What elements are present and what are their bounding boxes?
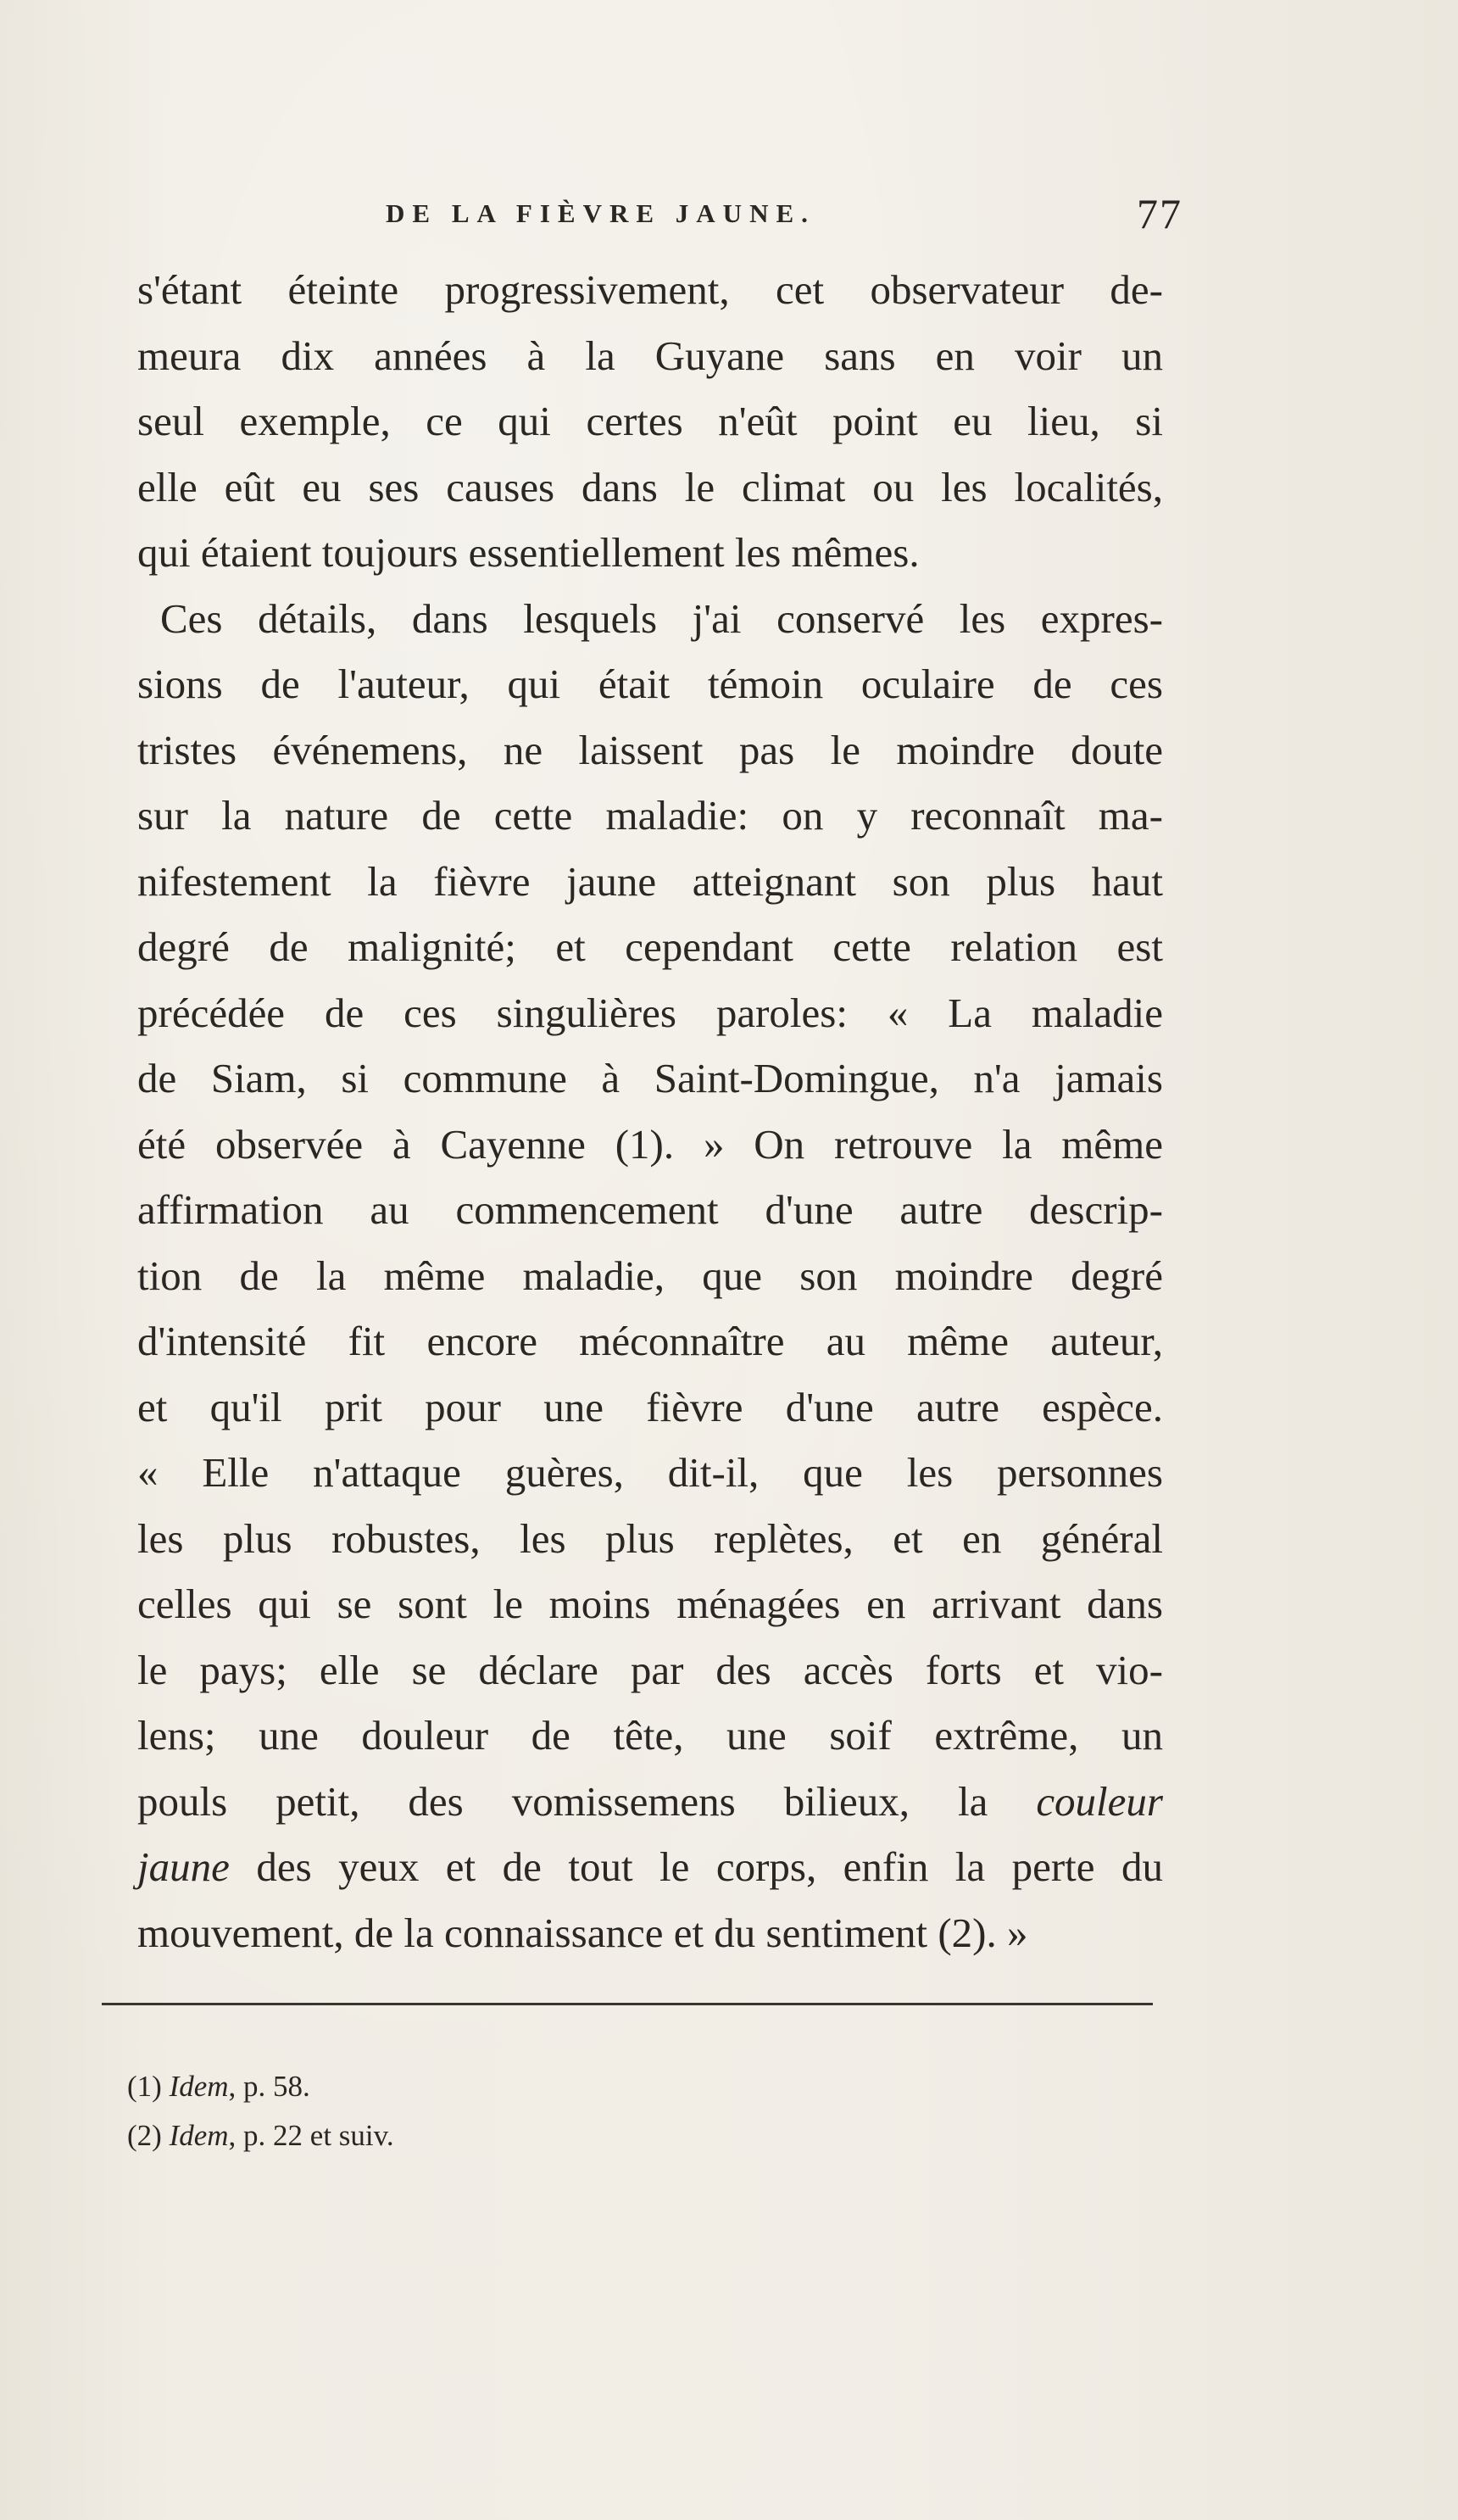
text-line: qui étaient toujours essentiellement les mêmes. — [137, 529, 920, 576]
text-line: Ces détails, dans lesquels j'ai conservé les expres- — [160, 594, 1163, 642]
text-line: de Siam, si commune à Saint-Domingue, n'a jamais — [137, 1055, 1163, 1101]
text-line: sur la nature de cette maladie: on y reconnaît ma- — [137, 792, 1163, 839]
footnote — [127, 2111, 805, 2160]
text-line: le pays; elle se déclare par des accès forts et vio- — [137, 1646, 1163, 1693]
italic-term: jaune — [137, 1843, 230, 1890]
text-line: et qu'il prit pour une fièvre d'une autre espèce. — [137, 1383, 1163, 1430]
text-line: affirmation au commencement d'une autre descrip- — [137, 1186, 1163, 1233]
text-line: s'étant éteinte progressivement, cet observateur de- — [137, 266, 1163, 313]
footnote-divider — [102, 2003, 1153, 2005]
text-line: degré de malignité; et cependant cette relation est — [137, 923, 1163, 970]
footnote — [127, 2062, 805, 2111]
text-line: elle eût eu ses causes dans le climat ou les localités, — [137, 463, 1163, 510]
text-line: lens; une douleur de tête, une soif extrême, un — [137, 1712, 1163, 1759]
text-line: celles qui se sont le moins ménagées en arrivant dans — [137, 1581, 1163, 1627]
footnote-source: Idem — [169, 2070, 229, 2103]
footnote-text: , p. 58. — [228, 2070, 310, 2103]
text-line: d'intensité fit encore méconnaître au même auteur, — [137, 1318, 1163, 1364]
running-title: DE LA FIÈVRE JAUNE. — [386, 198, 815, 228]
text-line: mouvement, de la connaissance et du sentiment (2). » — [137, 1909, 1028, 1956]
text-line: tristes événemens, ne laissent pas le moindre doute — [137, 726, 1163, 773]
page-number: 77 — [1137, 190, 1183, 237]
text-line: seul exemple, ce qui certes n'eût point eu lieu, si — [137, 398, 1163, 444]
text-line: « Elle n'attaque guères, dit-il, que les personnes — [137, 1449, 1163, 1496]
text-line: sions de l'auteur, qui était témoin oculaire de ces — [137, 661, 1163, 707]
body-text — [137, 257, 1163, 1965]
text-line: nifestement la fièvre jaune atteignant son plus haut — [137, 857, 1163, 905]
text-line: pouls petit, des vomissemens bilieux, la couleur — [137, 1777, 1163, 1825]
text-line: jaune des yeux et de tout le corps, enfin la perte du — [137, 1843, 1163, 1890]
footnote-source: Idem — [169, 2119, 229, 2152]
text-line: précédée de ces singulières paroles: « La maladie — [137, 989, 1163, 1036]
footnote-text: , p. 22 et suiv. — [228, 2119, 394, 2152]
footnote-mark: (2) — [127, 2119, 162, 2152]
text-line: meura dix années à la Guyane sans en voir un — [137, 332, 1163, 379]
footnote-mark: (1) — [127, 2070, 162, 2103]
text-line: les plus robustes, les plus replètes, et en général — [137, 1514, 1163, 1562]
footnotes — [127, 2062, 805, 2160]
text-line: tion de la même maladie, que son moindre degré — [137, 1252, 1163, 1299]
page-header — [386, 188, 1183, 239]
italic-term: couleur — [1036, 1777, 1163, 1825]
text-line: été observée à Cayenne (1). » On retrouve la même — [137, 1120, 1163, 1168]
